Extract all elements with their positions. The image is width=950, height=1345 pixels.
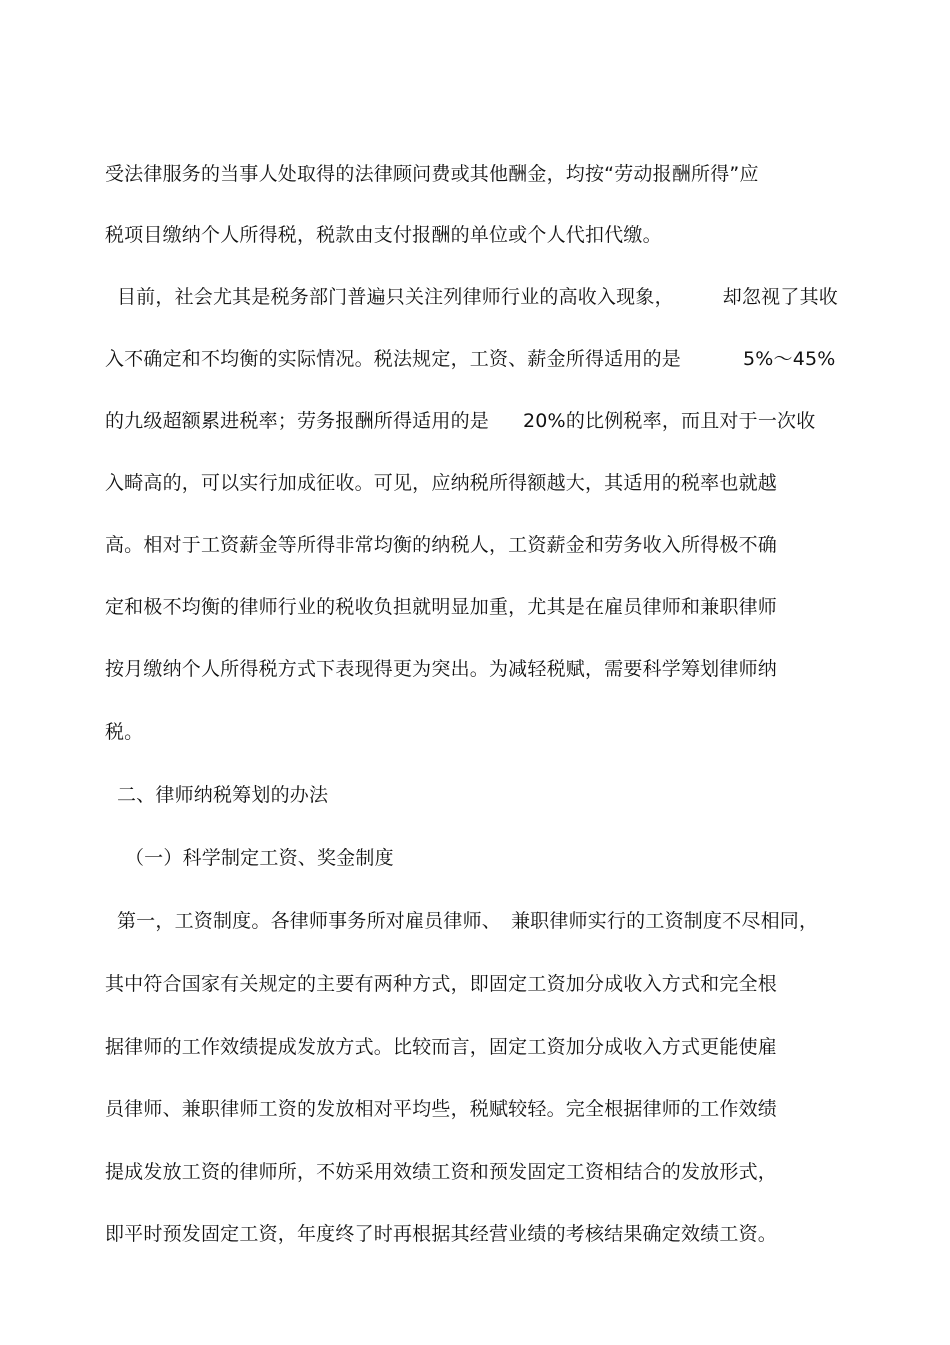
- text-segment: 5%～45%: [742, 348, 836, 370]
- text-segment: 兼职律师实行的工资制度不尽相同，: [510, 910, 819, 932]
- text-segment: 目前，社会尤其是税务部门普遍只关注列律师行业的高收入现象，: [116, 286, 674, 308]
- paragraph-line-10: [80, 696, 143, 768]
- paragraph-line-12: [80, 948, 777, 1020]
- text-segment: 第一，工资制度。各律师事务所对雇员律师、: [116, 910, 501, 932]
- text-segment: 受法律服务的当事人处取得的法律顾问费或其他酬金，均按“劳动报酬所得”应: [104, 163, 759, 185]
- text-segment: 即平时预发固定工资，年度终了时再根据其经营业绩的考核结果确定效绩工资。: [104, 1223, 777, 1245]
- text-segment: 入畸高的，可以实行加成征收。可见，应纳税所得额越大，其适用的税率也就越: [104, 472, 777, 494]
- text-segment: 据律师的工作效绩提成发放方式。比较而言，固定工资加分成收入方式更能使雇: [104, 1036, 777, 1058]
- text-segment: 高。相对于工资薪金等所得非常均衡的纳税人，工资薪金和劳务收入所得极不确: [104, 534, 777, 556]
- paragraph-line-11: [92, 885, 818, 957]
- paragraph-line-9: [80, 633, 777, 705]
- text-segment: 定和极不均衡的律师行业的税收负担就明显加重，尤其是在雇员律师和兼职律师: [104, 596, 777, 618]
- text-segment: 却忽视了其收: [722, 286, 838, 308]
- paragraph-line-14: [80, 1073, 777, 1145]
- text-segment: 二、律师纳税筹划的办法: [116, 784, 329, 806]
- text-segment: 按月缴纳个人所得税方式下表现得更为突出。为减轻税赋，需要科学筹划律师纳: [104, 658, 777, 680]
- text-segment: 提成发放工资的律师所，不妨采用效绩工资和预发固定工资相结合的发放形式，: [104, 1161, 777, 1183]
- text-segment: 其中符合国家有关规定的主要有两种方式，即固定工资加分成收入方式和完全根: [104, 973, 777, 995]
- text-segment: 入不确定和不均衡的实际情况。税法规定，工资、薪金所得适用的是: [104, 348, 681, 370]
- text-segment: 税项目缴纳个人所得税，税款由支付报酬的单位或个人代扣代缴。: [104, 224, 662, 246]
- text-segment: （一）科学制定工资、奖金制度: [124, 847, 394, 869]
- section-heading: [92, 759, 328, 831]
- text-segment: 税。: [104, 721, 144, 743]
- paragraph-line-16: [80, 1198, 777, 1270]
- text-segment: 员律师、兼职律师工资的发放相对平均些，税赋较轻。完全根据律师的工作效绩: [104, 1098, 777, 1120]
- text-segment: 20%的比例税率，而且对于一次收: [522, 410, 816, 432]
- subsection-heading: [100, 822, 394, 894]
- text-segment: 的九级超额累进税率；劳务报酬所得适用的是: [104, 410, 489, 432]
